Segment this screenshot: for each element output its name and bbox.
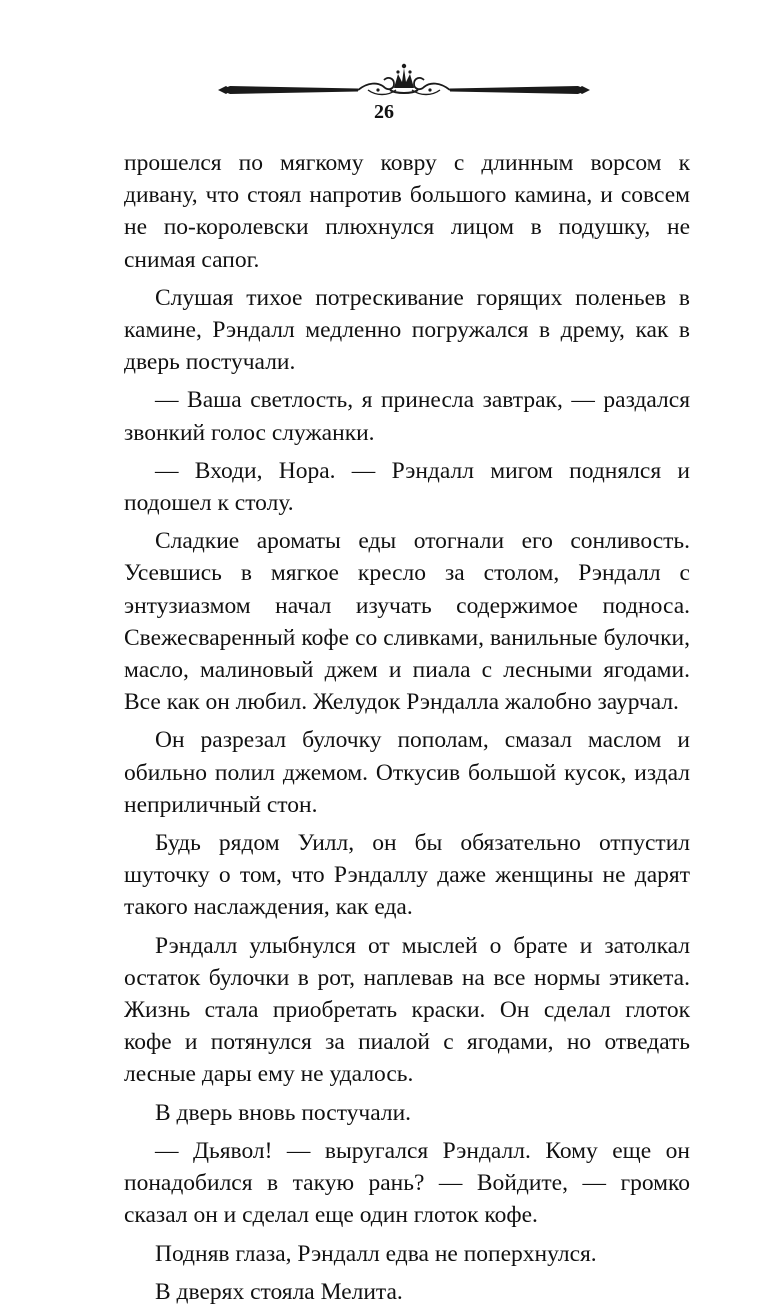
paragraph: Рэндалл улыбнулся от мыслей о брате и затолкал остаток булочки в рот, наплевав на все нормы этикета. Жизнь стала приобретать краски. Он сделал глоток кофе и потянулся за пиалой с ягодами, но отведать лесные дары ему не удалось. [124, 932, 690, 1088]
paragraph: — Ваша светлость, я принесла завтрак, — раздался звонкий голос служанки. [124, 387, 690, 446]
paragraph: Сладкие ароматы еды отогнали его сонливость. Усевшись в мягкое кресло за столом, Рэндалл с энтузиазмом начал изучать содержимое подноса. Свежесваренный кофе со сливками, ванильные булочки, масло, малиновый джем и пиала с лесными ягодами. Все как он любил. Желудок Рэндалла жалобно заурчал. [124, 528, 690, 716]
page-number: 26 [374, 101, 394, 123]
paragraph: В дверь вновь постучали. [155, 1099, 412, 1126]
page-body [124, 147, 690, 1314]
ornamental-divider-icon [218, 60, 590, 100]
paragraph: Слушая тихое потрескивание горящих поленьев в камине, Рэндалл медленно погружался в дрему, как в дверь постучали. [124, 284, 690, 376]
paragraph: Подняв глаза, Рэндалл едва не поперхнулся. [155, 1240, 597, 1267]
paragraph: В дверях стояла Мелита. [155, 1278, 403, 1305]
paragraph: — Дьявол! — выругался Рэндалл. Кому еще он понадобился в такую рань? — Войдите, — громко сказал он и сделал еще один глоток кофе. [124, 1137, 690, 1229]
paragraph: — Входи, Нора. — Рэндалл мигом поднялся и подошел к столу. [124, 457, 690, 517]
paragraph: Он разрезал булочку пополам, смазал маслом и обильно полил джемом. Откусив большой кусок, издал неприличный стон. [124, 727, 690, 818]
page-header [0, 60, 768, 130]
paragraph: Будь рядом Уилл, он бы обязательно отпустил шуточку о том, что Рэндаллу даже женщины не дарят такого наслаждения, как еда. [124, 830, 690, 921]
paragraph: прошелся по мягкому ковру с длинным ворсом к дивану, что стоял напротив большого камина, и совсем не по-королевски плюхнулся лицом в подушку, не снимая сапог. [124, 150, 690, 273]
